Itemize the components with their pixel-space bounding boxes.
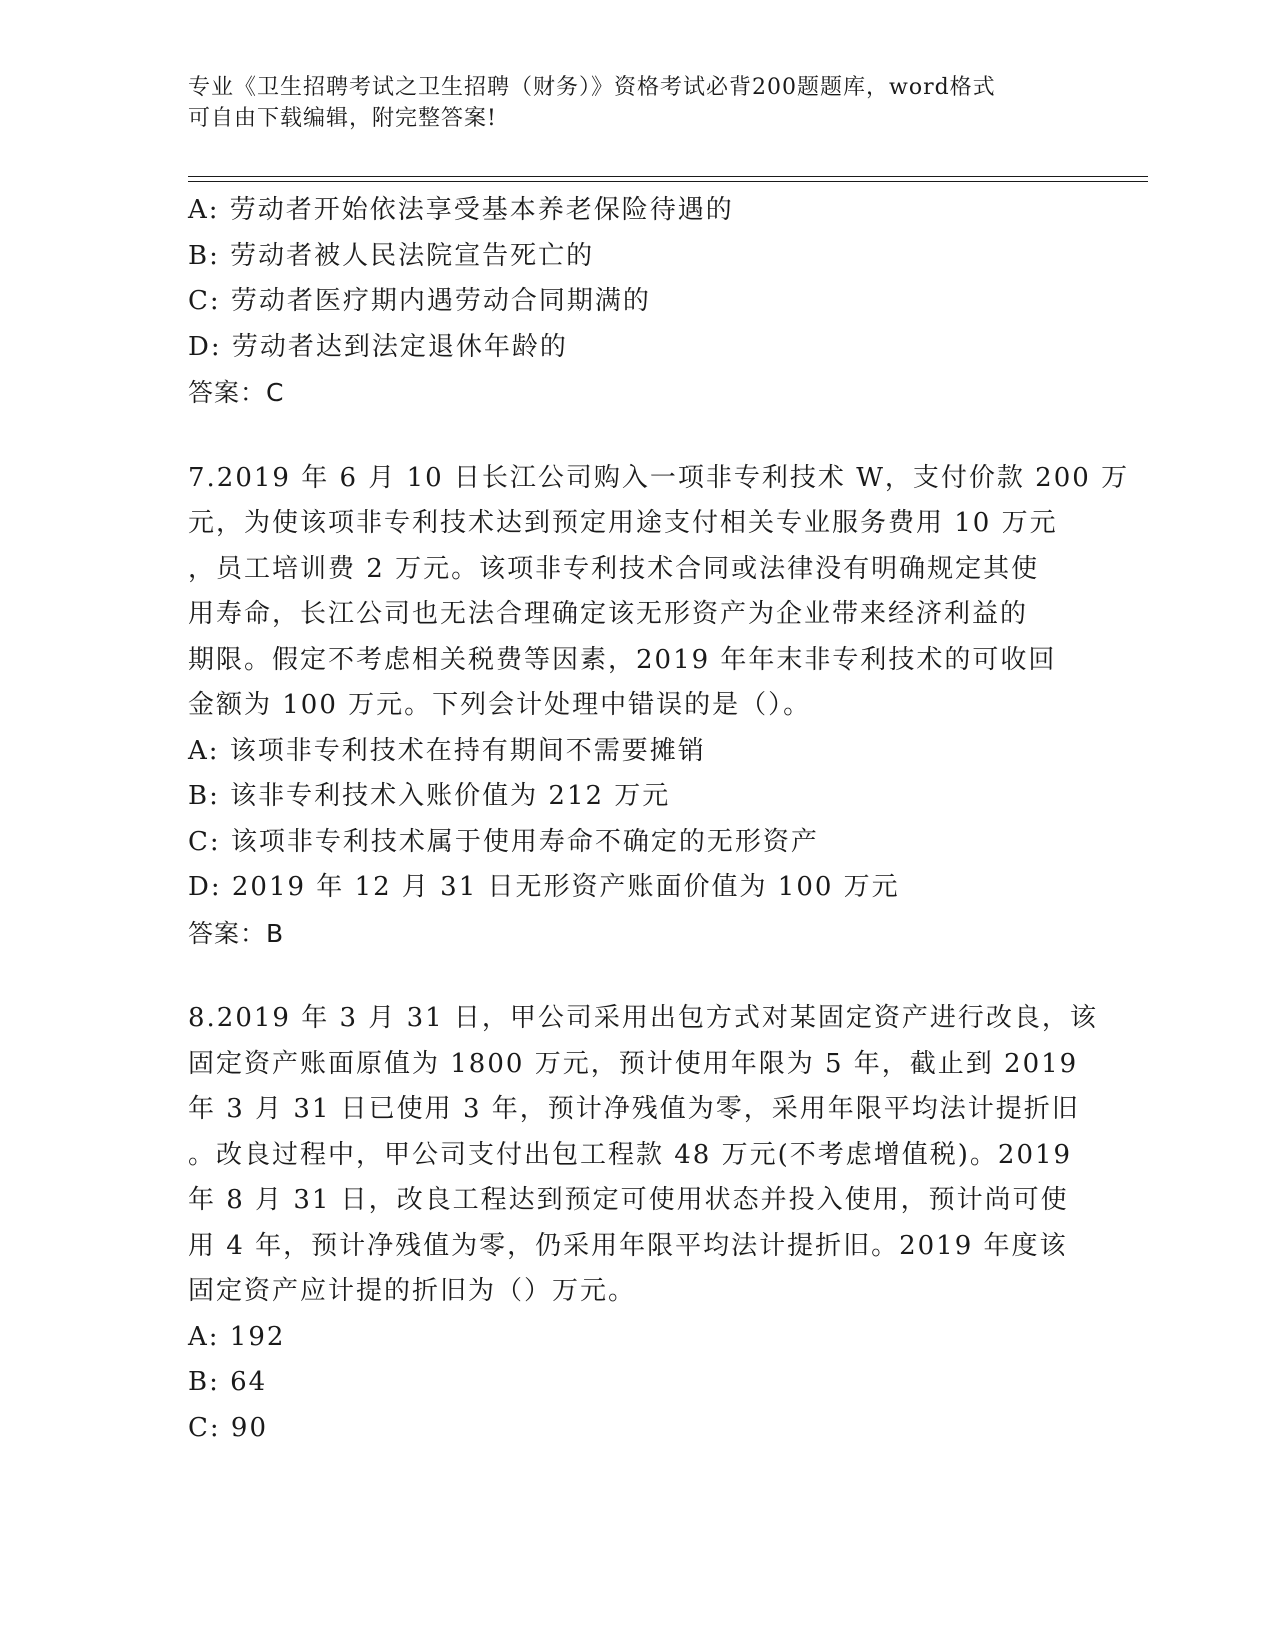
stem-line: 期限。假定不考虑相关税费等因素，2019 年年末非专利技术的可收回	[188, 644, 1057, 675]
question-spacer	[188, 956, 1088, 996]
stem-line: 固定资产应计提的折旧为（）万元。	[188, 1276, 637, 1306]
option-b: B: 劳动者被人民法院宣告死亡的	[188, 240, 595, 271]
answer-line: 答案：B	[188, 918, 285, 948]
stem-line: 金额为 100 万元。下列会计处理中错误的是（）。	[188, 690, 812, 720]
option-d: D: 劳动者达到法定退休年龄的	[188, 331, 568, 362]
question-8	[188, 996, 1098, 1451]
question-stem	[188, 456, 1130, 729]
document-header	[188, 72, 1068, 134]
option-c: C: 该项非专利技术属于使用寿命不确定的无形资产	[188, 826, 819, 857]
question-content	[188, 188, 1130, 1451]
header-title-line-2: 可自由下载编辑，附完整答案!	[188, 106, 497, 131]
stem-line: 。改良过程中，甲公司支付出包工程款 48 万元(不考虑增值税)。2019	[188, 1139, 1073, 1170]
header-title-line-1: 专业《卫生招聘考试之卫生招聘（财务）》资格考试必背200题题库，word格式	[188, 75, 996, 100]
stem-line: 年 8 月 31 日，改良工程达到预定可使用状态并投入使用，预计尚可使	[188, 1185, 1069, 1215]
question-6	[188, 188, 1088, 416]
header-divider-bottom	[188, 181, 1148, 182]
question-stem	[188, 996, 1098, 1315]
question-spacer	[188, 416, 1088, 456]
stem-line: 用寿命，长江公司也无法合理确定该无形资产为企业带来经济利益的	[188, 599, 1029, 629]
option-d: D: 2019 年 12 月 31 日无形资产账面价值为 100 万元	[188, 872, 900, 902]
stem-line: 年 3 月 31 日已使用 3 年，预计净残值为零，采用年限平均法计提折旧	[188, 1094, 1080, 1124]
option-a: A: 该项非专利技术在持有期间不需要摊销	[188, 735, 706, 766]
stem-line: ，员工培训费 2 万元。该项非专利技术合同或法律没有明确规定其使	[188, 553, 1040, 584]
header-divider-top	[188, 176, 1148, 177]
option-c: C: 劳动者医疗期内遇劳动合同期满的	[188, 286, 651, 316]
stem-line: 7.2019 年 6 月 10 日长江公司购入一项非专利技术 W，支付价款 200 万	[188, 462, 1130, 493]
stem-line: 8.2019 年 3 月 31 日，甲公司采用出包方式对某固定资产进行改良，该	[188, 1003, 1098, 1033]
option-c: C: 90	[188, 1412, 269, 1443]
option-a: A: 192	[188, 1321, 286, 1352]
option-b: B: 64	[188, 1367, 268, 1397]
answer-line: 答案：C	[188, 378, 285, 407]
option-a: A: 劳动者开始依法享受基本养老保险待遇的	[188, 195, 734, 225]
stem-line: 元，为使该项非专利技术达到预定用途支付相关专业服务费用 10 万元	[188, 508, 1058, 538]
option-b: B: 该非专利技术入账价值为 212 万元	[188, 781, 671, 811]
stem-line: 固定资产账面原值为 1800 万元，预计使用年限为 5 年，截止到 2019	[188, 1048, 1079, 1079]
stem-line: 用 4 年，预计净残值为零，仍采用年限平均法计提折旧。2019 年度该	[188, 1230, 1068, 1261]
question-7	[188, 456, 1130, 957]
